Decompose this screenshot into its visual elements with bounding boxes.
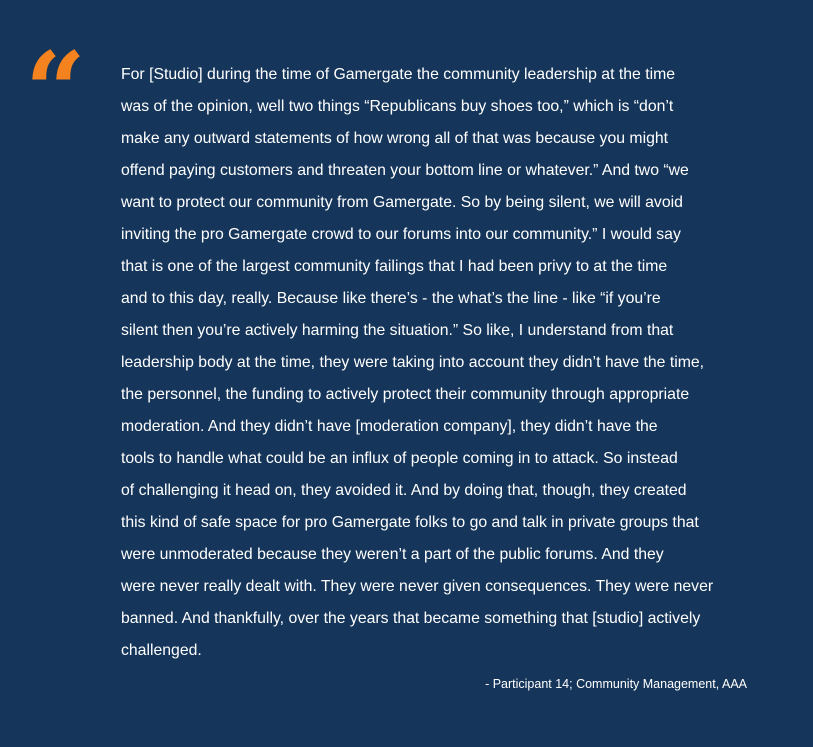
quote-attribution: - Participant 14; Community Management, AAA xyxy=(485,677,747,691)
quote-text: For [Studio] during the time of Gamergate the community leadership at the time was of the opinion, well two things “Republicans buy shoes too,” which is “don’t make any outward statements of how wrong all of that was because you might offend paying customers and threaten your bottom line or whatever.” And two “we want to protect our community from Gamergate. So by being silent, we will avoid inviting the pro Gamergate crowd to our forums into our community.” I would say that is one of the largest community failings that I had been privy to at the time and to this day, really. Because like there’s - the what’s the line - like “if you’re silent then you’re actively harming the situation.” So like, I understand from that leadership body at the time, they were taking into account they didn’t have the time, the personnel, the funding to actively protect their community through appropriate moderation. And they didn’t have [moderation company], they didn’t have the tools to handle what could be an influx of people coming in to attack. So instead of challenging it head on, they avoided it. And by doing that, though, they created this kind of safe space for pro Gamergate folks to go and talk in private groups that were unmoderated because they weren’t a part of the public forums. And they were never really dealt with. They were never given consequences. They were never banned. And thankfully, over the years that became something that [studio] actively challenged. xyxy=(121,66,714,659)
quote-mark-icon: “ xyxy=(25,28,76,153)
